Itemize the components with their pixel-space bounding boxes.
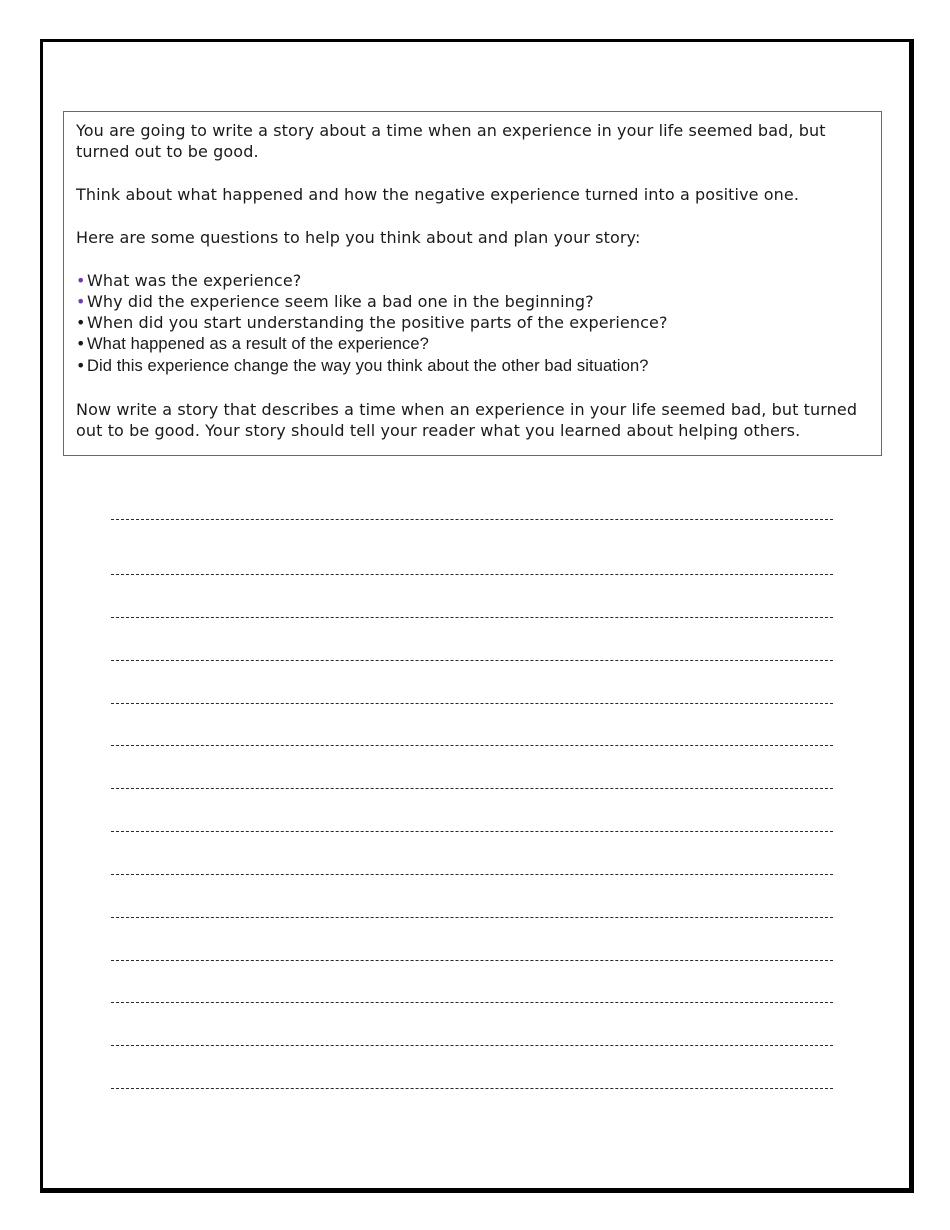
question-item	[76, 333, 869, 355]
bullet-icon: •	[76, 292, 86, 311]
writing-line[interactable]	[111, 519, 833, 520]
writing-line[interactable]	[111, 788, 833, 789]
question-item	[76, 355, 869, 377]
question-text: When did you start understanding the positive parts of the experience?	[87, 313, 668, 332]
question-item	[76, 312, 869, 333]
writing-line[interactable]	[111, 1045, 833, 1046]
writing-line[interactable]	[111, 660, 833, 661]
writing-line[interactable]	[111, 831, 833, 832]
writing-prompt-box	[63, 111, 882, 456]
bullet-icon: •	[76, 356, 86, 375]
question-text: Why did the experience seem like a bad one in the beginning?	[87, 292, 594, 311]
prompt-intro: You are going to write a story about a time when an experience in your life seemed bad, but turned out to be good.	[76, 121, 826, 161]
writing-line[interactable]	[111, 1088, 833, 1089]
question-list	[76, 270, 869, 377]
question-text: Did this experience change the way you think about the other bad situation?	[87, 357, 649, 375]
writing-line[interactable]	[111, 917, 833, 918]
writing-line[interactable]	[111, 960, 833, 961]
prompt-think: Think about what happened and how the negative experience turned into a positive one.	[76, 185, 800, 204]
writing-line[interactable]	[111, 874, 833, 875]
bullet-icon: •	[76, 313, 86, 332]
prompt-questions-intro: Here are some questions to help you think about and plan your story:	[76, 228, 641, 247]
question-text: What happened as a result of the experience?	[87, 335, 429, 353]
writing-line[interactable]	[111, 574, 833, 575]
bullet-icon: •	[76, 334, 86, 353]
writing-line[interactable]	[111, 617, 833, 618]
writing-line[interactable]	[111, 745, 833, 746]
writing-line[interactable]	[111, 703, 833, 704]
question-item	[76, 291, 869, 312]
question-text: What was the experience?	[87, 271, 302, 290]
prompt-closing: Now write a story that describes a time when an experience in your life seemed bad, but turned out to be good. Your story should tell your reader what you learned about helping others.	[76, 400, 858, 440]
bullet-icon: •	[76, 271, 86, 290]
question-item	[76, 270, 869, 291]
writing-line[interactable]	[111, 1002, 833, 1003]
